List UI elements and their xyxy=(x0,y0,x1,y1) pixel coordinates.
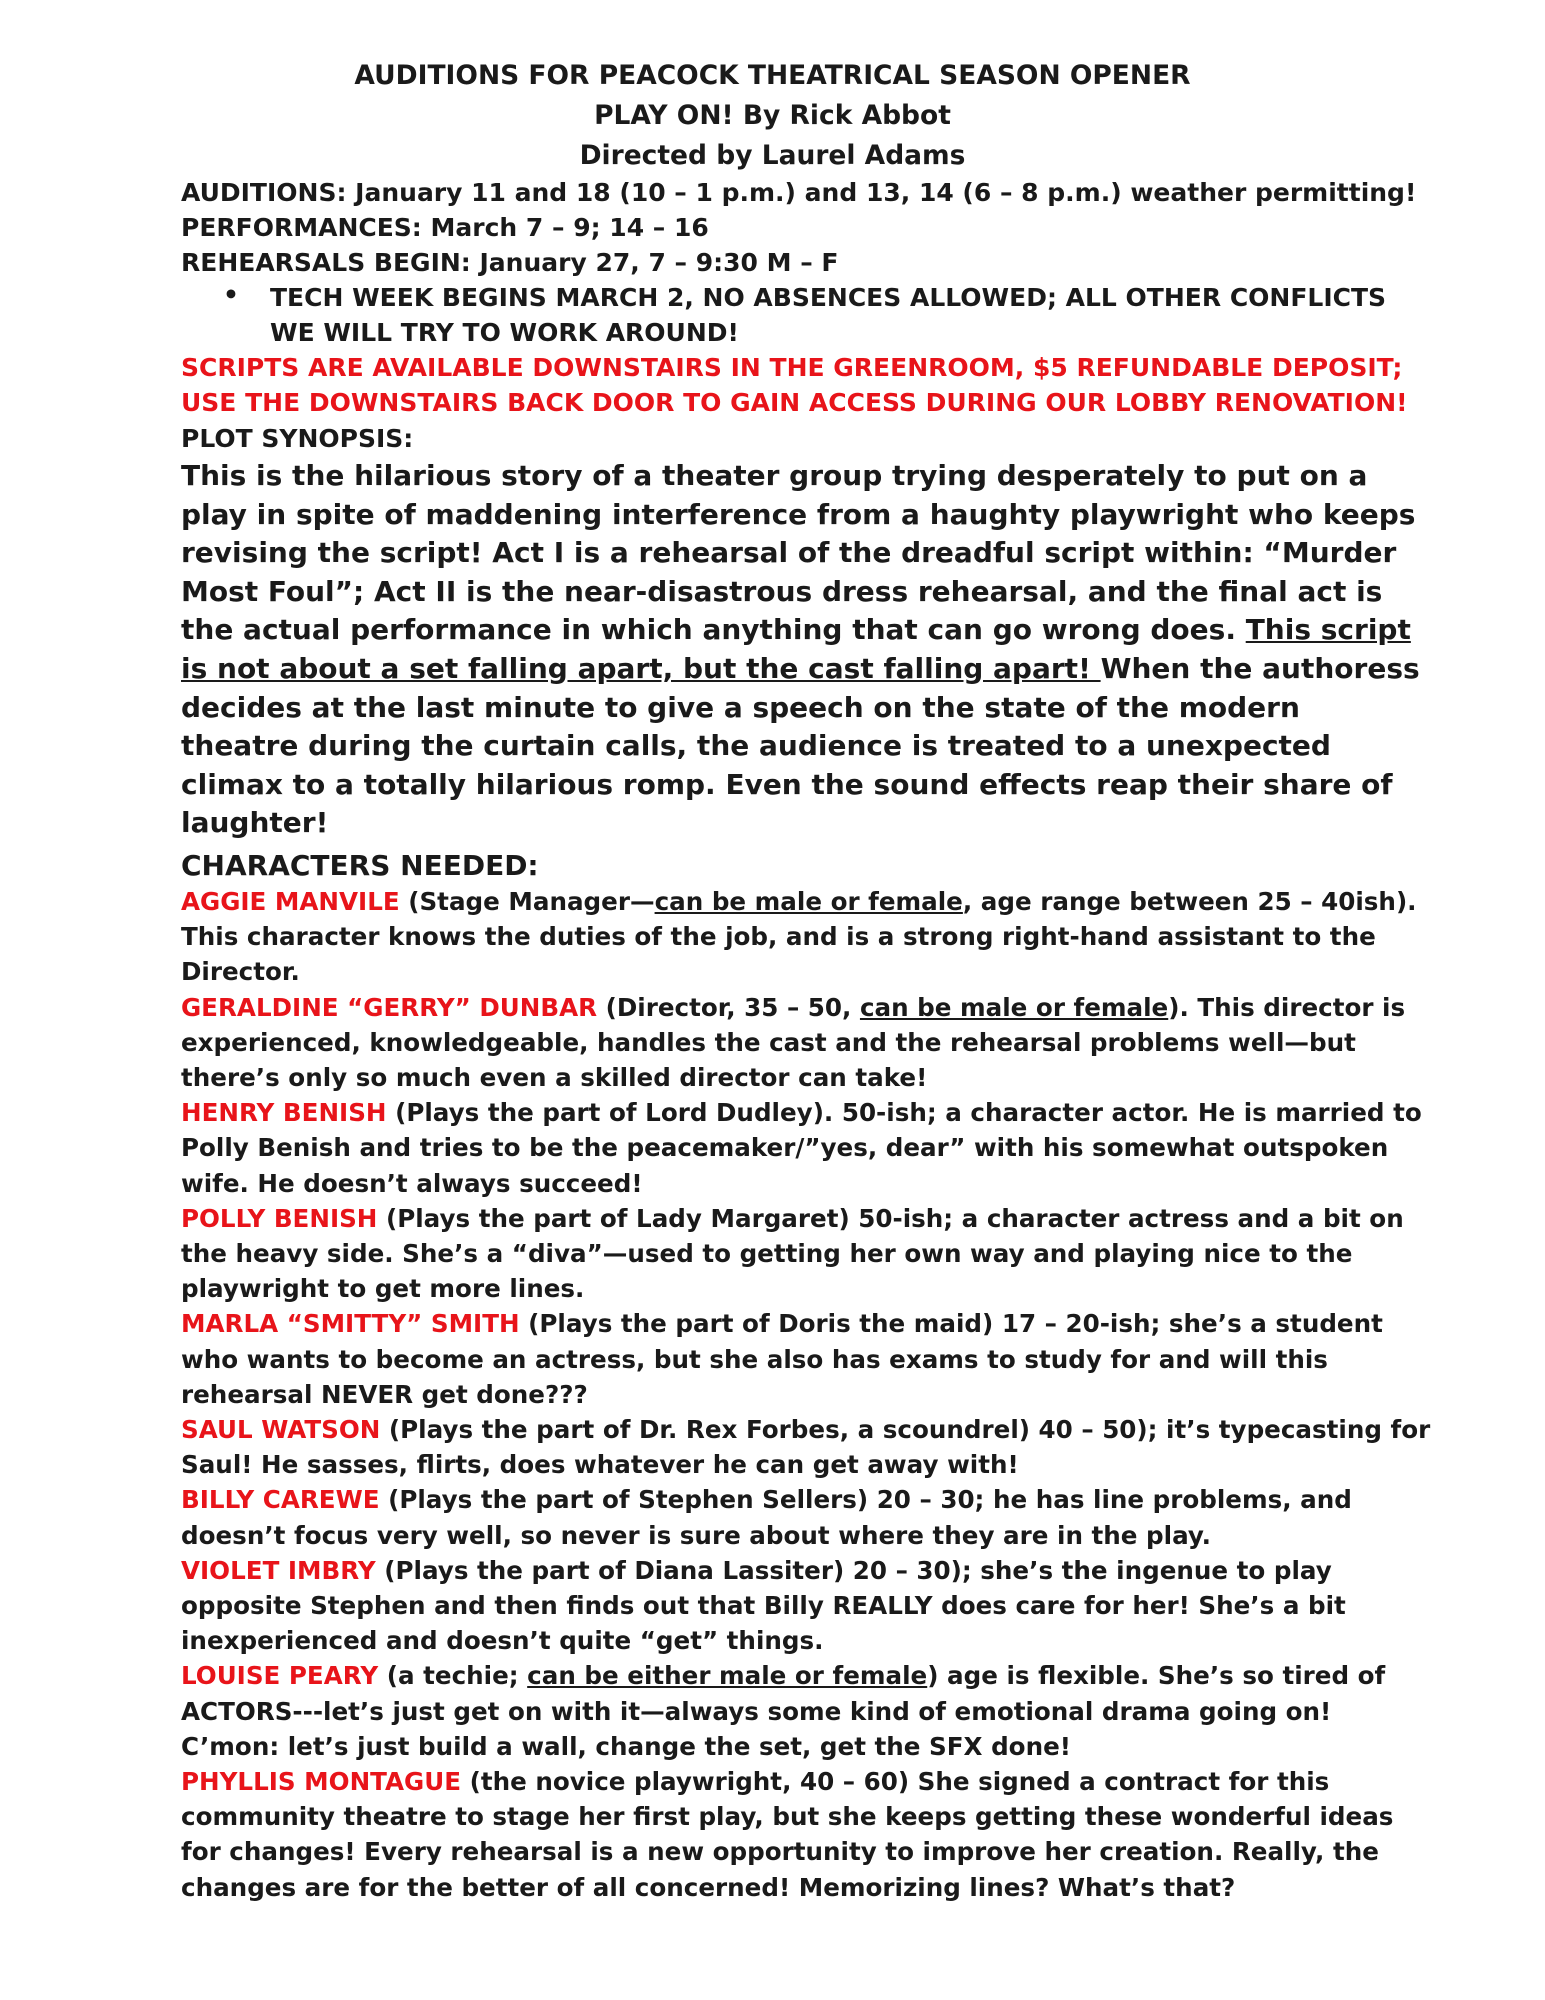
character-name: VIOLET IMBRY xyxy=(181,1555,376,1585)
character-desc-rest: ) age is flexible. She’s so tired of ACTORS---let’s just get on with it—always some kind of emotional drama going on! C’mon: let’s just build a wall, change the set, get the SFX done! xyxy=(181,1661,1386,1761)
character-name: BILLY CAREWE xyxy=(181,1485,380,1515)
title-block xyxy=(0,56,1545,176)
title-line-3: Directed by Laurel Adams xyxy=(579,140,966,171)
character-name: AGGIE MANVILE xyxy=(181,887,400,916)
character-desc: (Plays the part of Dr. Rex Forbes, a scoundrel) 40 – 50); it’s typecasting for Saul! He sasses, flirts, does whatever he can get away with! xyxy=(181,1415,1431,1480)
scripts-notice-line-2: USE THE DOWNSTAIRS BACK DOOR TO GAIN ACCESS DURING OUR LOBBY RENOVATION! xyxy=(181,388,1408,417)
character-entry xyxy=(181,990,1431,1096)
character-desc: (a techie; xyxy=(378,1661,528,1691)
character-desc: (Plays the part of Doris the maid) 17 – 20-ish; she’s a student who wants to become an actress, but she also has exams to study for and will this rehearsal NEVER get done??? xyxy=(181,1309,1383,1409)
character-name: MARLA “SMITTY” SMITH xyxy=(181,1309,520,1339)
character-desc-underlined: can be male or female xyxy=(859,992,1169,1022)
character-desc: (Plays the part of Lady Margaret) 50-ish; a character actress and a bit on the heavy side. She’s a “diva”—used to getting her own way and playing nice to the playwright to get more lines. xyxy=(181,1203,1404,1304)
character-desc-rest: ). This director is experienced, knowledgeable, handles the cast and the rehearsal problems well—but there’s only so much even a skilled director can take! xyxy=(181,992,1406,1093)
character-desc-underlined: can be either male or female xyxy=(527,1661,928,1691)
character-desc: (Plays the part of Stephen Sellers) 20 – 30; he has line problems, and doesn’t focus very well, so never is sure about where they are in the play. xyxy=(181,1485,1352,1550)
tech-week-line-2: WE WILL TRY TO WORK AROUND! xyxy=(270,318,739,347)
character-desc: (Stage Manager— xyxy=(399,887,655,916)
character-entry xyxy=(181,1095,1431,1201)
performances-line: PERFORMANCES: March 7 – 9; 14 – 16 xyxy=(181,213,709,242)
synopsis-heading: PLOT SYNOPSIS: xyxy=(181,424,414,453)
synopsis-underlined: This script is not about a set falling apart, but the cast falling apart! xyxy=(181,613,1411,685)
character-entry xyxy=(181,1764,1431,1905)
rehearsals-line: REHEARSALS BEGIN: January 27, 7 – 9:30 M – F xyxy=(181,248,839,277)
character-entry xyxy=(181,1201,1431,1307)
synopsis-text-2: When the authoress decides at the last minute to give a speech on the state of the modern theatre during the curtain calls, the audience is treated to a unexpected climax to a totally hilarious romp. Even the sound effects reap their share of laughter! xyxy=(181,651,1420,840)
character-desc: (Director, 35 – 50, xyxy=(597,992,860,1022)
character-name: POLLY BENISH xyxy=(181,1203,378,1233)
character-desc: (Plays the part of Lord Dudley). 50-ish; a character actor. He is married to Polly Benish and tries to be the peacemaker/”yes, dear” with his somewhat outspoken wife. He doesn’t always succeed! xyxy=(181,1098,1422,1198)
character-desc: (Plays the part of Diana Lassiter) 20 – 30); she’s the ingenue to play opposite Stephen and then finds out that Billy REALLY does care for her! She’s a bit inexperienced and doesn’t quite “get” things. xyxy=(181,1555,1346,1656)
character-entry xyxy=(181,884,1431,990)
character-name: HENRY BENISH xyxy=(181,1098,387,1128)
title-line-2: PLAY ON! By Rick Abbot xyxy=(594,100,951,131)
character-name: SAUL WATSON xyxy=(181,1415,381,1445)
character-desc-underlined: can be male or female xyxy=(654,887,963,916)
bullet-icon: • xyxy=(223,280,239,309)
characters-heading: CHARACTERS NEEDED: xyxy=(181,849,539,882)
title-line-1: AUDITIONS FOR PEACOCK THEATRICAL SEASON OPENER xyxy=(354,60,1191,91)
tech-week-line-1: TECH WEEK BEGINS MARCH 2, NO ABSENCES ALLOWED; ALL OTHER CONFLICTS xyxy=(270,283,1387,312)
character-entry xyxy=(181,1658,1431,1764)
character-entry xyxy=(181,1306,1431,1412)
synopsis-paragraph xyxy=(181,457,1421,843)
character-name: PHYLLIS MONTAGUE xyxy=(181,1767,462,1797)
character-desc: (the novice playwright, 40 – 60) She signed a contract for this community theatre to stage her first play, but she keeps getting these wonderful ideas for changes! Every rehearsal is a new opportunity to improve her creation. Really, the changes are for the better of all concerned! Memorizing lines? What’s that? xyxy=(181,1767,1394,1902)
character-entry xyxy=(181,1482,1431,1552)
characters-list xyxy=(181,884,1431,1905)
character-entry xyxy=(181,1412,1431,1482)
character-name: LOUISE PEARY xyxy=(181,1661,379,1691)
synopsis-body xyxy=(181,457,1421,843)
character-entry xyxy=(181,1553,1431,1659)
scripts-notice-line-1: SCRIPTS ARE AVAILABLE DOWNSTAIRS IN THE GREENROOM, $5 REFUNDABLE DEPOSIT; xyxy=(181,353,1403,382)
synopsis-text-1: This is the hilarious story of a theater group trying desperately to put on a play in spite of maddening interference from a haughty playwright who keeps revising the script! Act I is a rehearsal of the dreadful script within: “Murder Most Foul”; Act II is the near-disastrous dress rehearsal, and the final act is the actual performance in which anything that can go wrong does. xyxy=(181,459,1416,647)
auditions-line: AUDITIONS: January 11 and 18 (10 – 1 p.m.) and 13, 14 (6 – 8 p.m.) weather permitting! xyxy=(181,178,1417,207)
character-name: GERALDINE “GERRY” DUNBAR xyxy=(181,992,598,1022)
character-desc-rest: , age range between 25 – 40ish). This character knows the duties of the job, and is a strong right-hand assistant to the Director. xyxy=(181,887,1417,987)
